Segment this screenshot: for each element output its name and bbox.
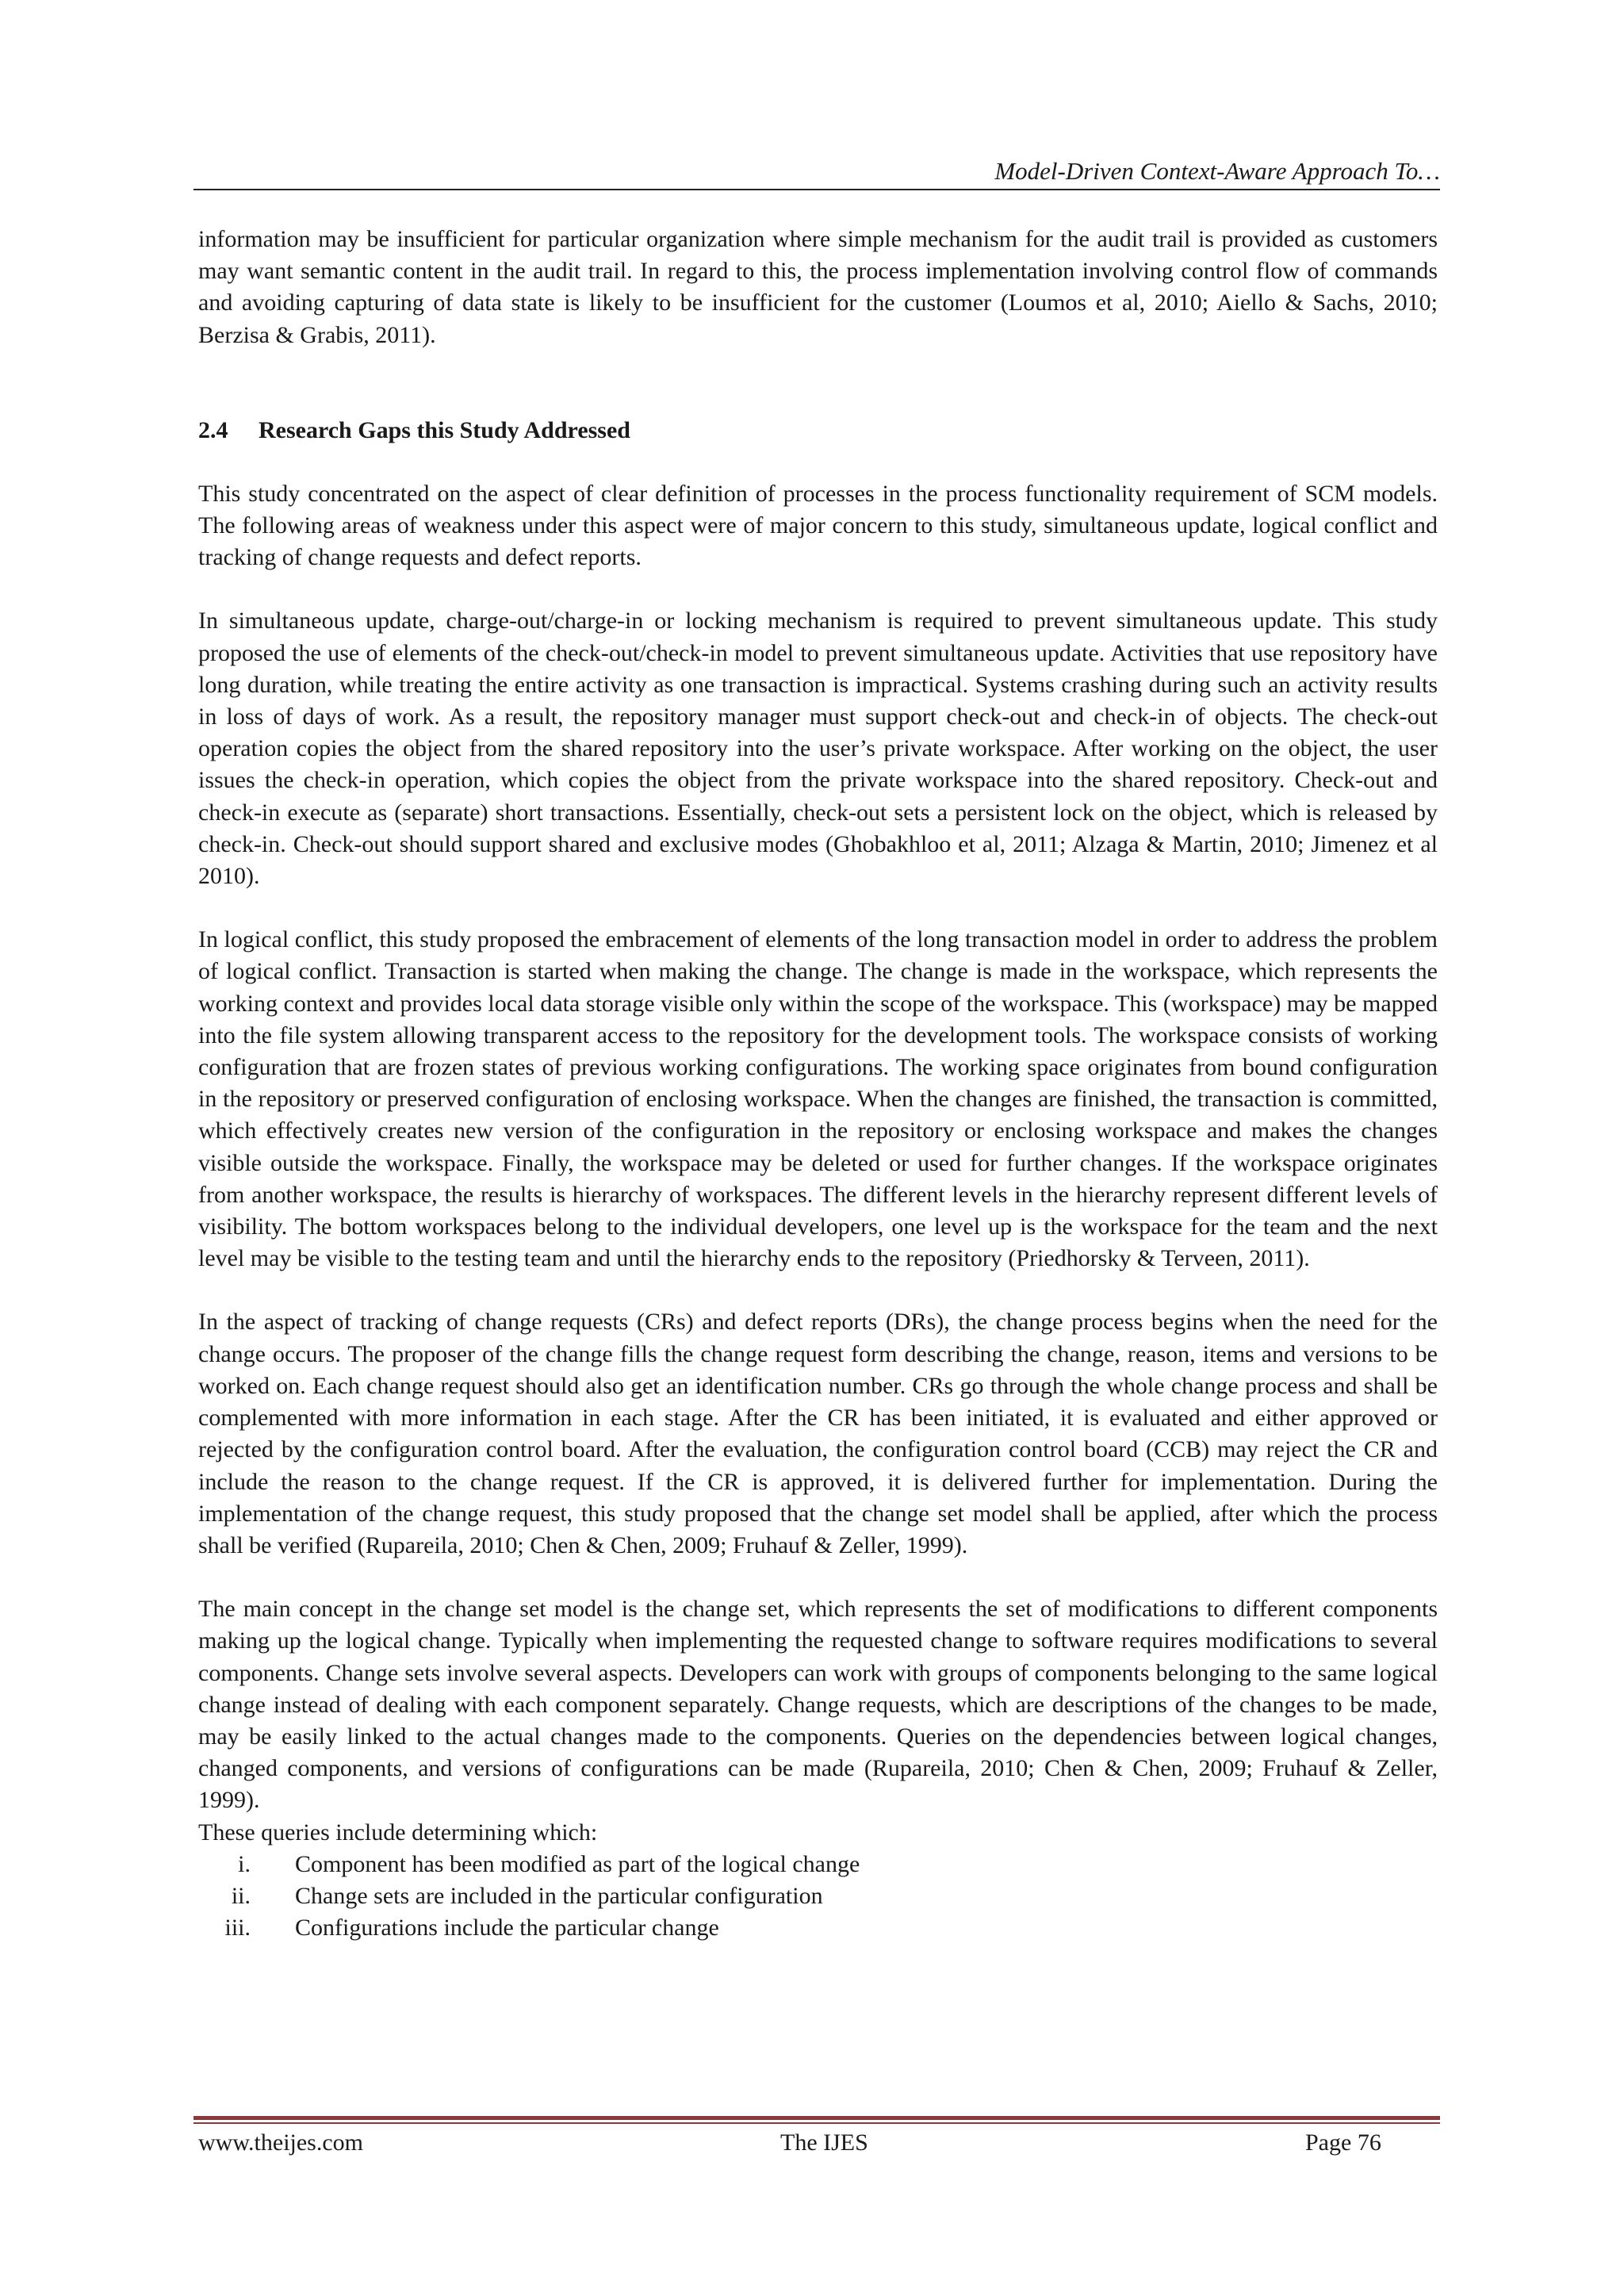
list-item [198,1912,1438,1944]
footer-rule-thick [193,2116,1440,2120]
paragraph-overview: This study concentrated on the aspect of clear definition of processes in the process functionality requirement of SCM models. The following areas of weakness under this aspect were of major concern to this study, simultaneous update, logical conflict and tracking of change requests and defect reports. [198,480,1438,571]
section-title: Research Gaps this Study Addressed [259,416,630,443]
footer-page-number: Page 76 [1305,2129,1381,2156]
intro-paragraph: information may be insufficient for particular organization where simple mechanism for the audit trail is provided as customers may want semantic content in the audit trail. In regard to this, the process implementation involving control flow of commands and avoiding capturing of data state is likely to be insufficient for the customer (Loumos et al, 2010; Aiello & Sachs, 2010; Berzisa & Grabis, 2011). [198,226,1438,348]
footer-journal: The IJES [780,2129,868,2156]
header-rule [193,189,1440,190]
list-marker: iii. [224,1915,251,1941]
list-marker: i. [238,1850,251,1877]
footer-rule-thin [193,2122,1440,2124]
list-item [198,1849,1438,1880]
paragraph-logical-conflict: In logical conflict, this study proposed the embracement of elements of the long transaction model in order to address the problem of logical conflict. Transaction is started when making the change. The change is made in the workspace, which represents the working context and provides local data storage visible only within the scope of the workspace. This (workspace) may be mapped into the file system allowing transparent access to the repository for the development tools. The workspace consists of working configuration that are frozen states of previous working configurations. The working space originates from bound configuration in the repository or preserved configuration of enclosing workspace. When the changes are finished, the transaction is committed, which effectively creates new version of the configuration in the repository or enclosing workspace and makes the changes visible outside the workspace. Finally, the workspace may be deleted or used for further changes. If the workspace originates from another workspace, the results is hierarchy of workspaces. The different levels in the hierarchy represent different levels of visibility. The bottom workspaces belong to the individual developers, one level up is the workspace for the team and the next level may be visible to the testing team and until the hierarchy ends to the repository (Priedhorsky & Terveen, 2011). [198,926,1438,1272]
list-marker: ii. [231,1882,251,1909]
list-item-text: Change sets are included in the particular configuration [295,1882,823,1909]
list-item-text: Component has been modified as part of the logical change [295,1850,860,1877]
page-body [198,224,1438,1944]
paragraph-simultaneous-update: In simultaneous update, charge-out/charge-in or locking mechanism is required to prevent simultaneous update. This study proposed the use of elements of the check-out/check-in model to prevent simultaneous update. Activities that use repository have long duration, while treating the entire activity as one transaction is impractical. Systems crashing during such an activity results in loss of days of work. As a result, the repository manager must support check-out and check-in of objects. The check-out operation copies the object from the shared repository into the user’s private workspace. After working on the object, the user issues the check-in operation, which copies the object from the private workspace into the shared repository. Check-out and check-in execute as (separate) short transactions. Essentially, check-out sets a persistent lock on the object, which is released by check-in. Check-out should support shared and exclusive modes (Ghobakhloo et al, 2011; Alzaga & Martin, 2010; Jimenez et al 2010). [198,608,1438,890]
queries-list [198,1849,1438,1945]
list-intro: These queries include determining which: [198,1819,598,1846]
paragraph-change-requests: In the aspect of tracking of change requests (CRs) and defect reports (DRs), the change process begins when the need for the change occurs. The proposer of the change fills the change request form describing the change, reason, items and versions to be worked on. Each change request should also get an identification number. CRs go through the whole change process and shall be complemented with more information in each stage. After the CR has been initiated, it is evaluated and either approved or rejected by the configuration control board. After the evaluation, the configuration control board (CCB) may reject the CR and include the reason to the change request. If the CR is approved, it is delivered further for implementation. During the implementation of the change request, this study proposed that the change set model shall be applied, after which the process shall be verified (Rupareila, 2010; Chen & Chen, 2009; Fruhauf & Zeller, 1999). [198,1309,1438,1558]
paragraph-change-set-model: The main concept in the change set model is the change set, which represents the set of modifications to different components making up the logical change. Typically when implementing the requested change to software requires modifications to several components. Change sets involve several aspects. Developers can work with groups of components belonging to the same logical change instead of dealing with each component separately. Change requests, which are descriptions of the changes to be made, may be easily linked to the actual changes made to the components. Queries on the dependencies between logical changes, changed components, and versions of configurations can be made (Rupareila, 2010; Chen & Chen, 2009; Fruhauf & Zeller, 1999). [198,1596,1438,1814]
section-number: 2.4 [198,416,228,443]
section-heading [198,415,1438,447]
list-item [198,1880,1438,1912]
list-item-text: Configurations include the particular change [295,1915,719,1941]
footer-website: www.theijes.com [198,2129,364,2156]
running-title: Model-Driven Context-Aware Approach To… [994,157,1440,185]
